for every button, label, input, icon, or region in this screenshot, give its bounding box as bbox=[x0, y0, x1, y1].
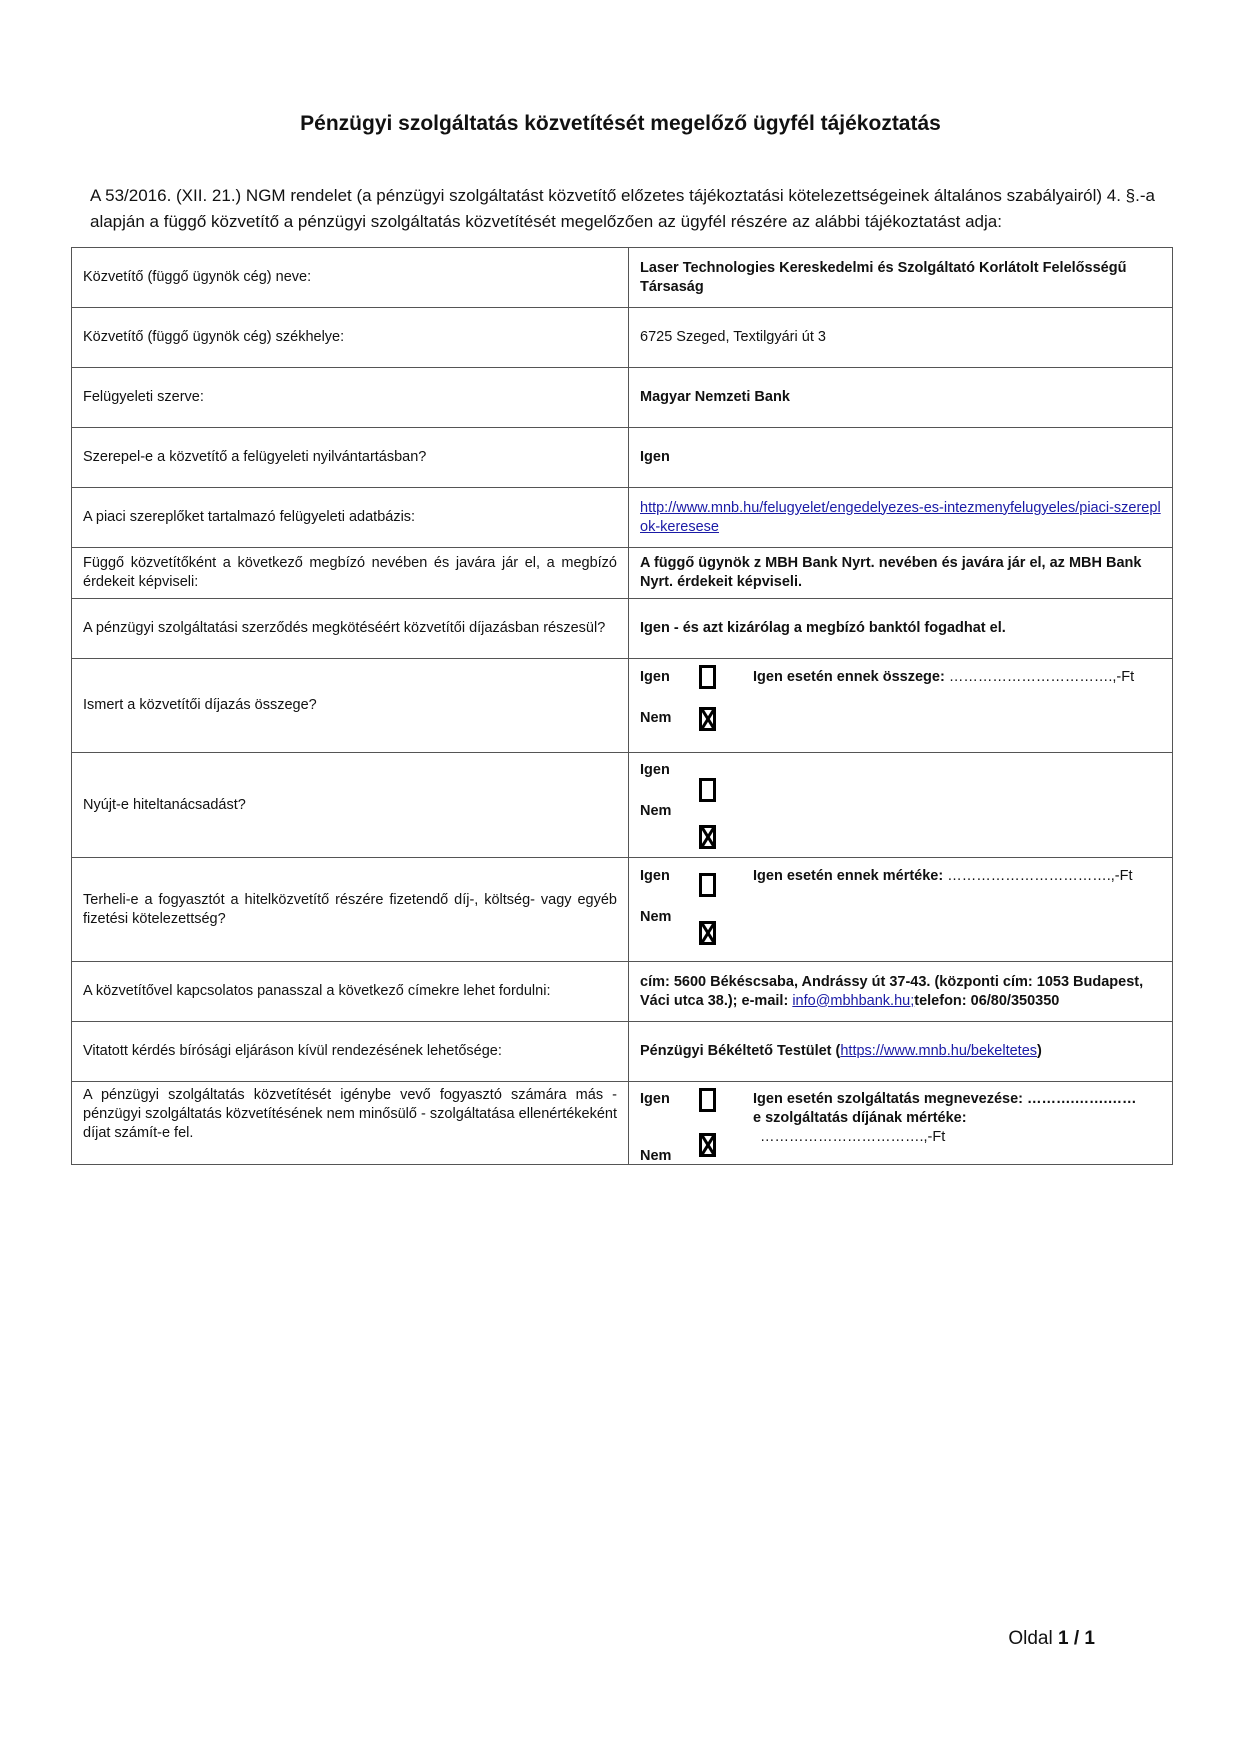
row-question: A közvetítővel kapcsolatos panasszal a következő címekre lehet fordulni: bbox=[72, 962, 629, 1022]
yes-label: Igen bbox=[640, 762, 670, 778]
row-question: Közvetítő (függő ügynök cég) székhelye: bbox=[72, 308, 629, 368]
no-checkbox[interactable] bbox=[699, 825, 716, 849]
complaint-address: cím: 5600 Békéscsaba, Andrássy út 37-43. (központi cím: 1053 Budapest, Váci utca 38.); e-mail: bbox=[640, 973, 1144, 1009]
row-answer: 6725 Szeged, Textilgyári út 3 bbox=[629, 308, 1173, 368]
table-row bbox=[72, 659, 1173, 753]
closing-paren: ) bbox=[1037, 1043, 1042, 1059]
no-checkbox[interactable] bbox=[699, 921, 716, 945]
row-answer bbox=[629, 488, 1173, 548]
row-answer: A függő ügynök z MBH Bank Nyrt. nevében és javára jár el, az MBH Bank Nyrt. érdekeit képviseli. bbox=[629, 548, 1173, 599]
intro-paragraph: A 53/2016. (XII. 21.) NGM rendelet (a pénzügyi szolgáltatást közvetítő előzetes tájékoztatási kötelezettségeinek általános szabályairól) 4. §.-a alapján a függő közvetítő a pénzügyi szolgáltatás közvetítését megelőzően az ügyfél részére az alábbi tájékoztatást adja: bbox=[90, 186, 1155, 231]
complaint-email-link[interactable]: info@mbhbank.hu; bbox=[792, 992, 915, 1009]
arbitration-link[interactable]: https://www.mnb.hu/bekeltetes bbox=[840, 1043, 1038, 1059]
row-question: Terheli-e a fogyasztót a hitelközvetítő részére fizetendő díj-, költség- vagy egyéb fizetési kötelezettség? bbox=[72, 858, 629, 962]
info-table bbox=[71, 247, 1173, 1165]
row-question: Szerepel-e a közvetítő a felügyeleti nyilvántartásban? bbox=[72, 428, 629, 488]
row-answer bbox=[629, 858, 1173, 962]
row-answer bbox=[629, 753, 1173, 858]
table-row bbox=[72, 488, 1173, 548]
complaint-phone: telefon: 06/80/350350 bbox=[914, 992, 1060, 1009]
yes-checkbox[interactable] bbox=[699, 665, 716, 689]
yes-checkbox[interactable] bbox=[699, 778, 716, 802]
table-row bbox=[72, 753, 1173, 858]
row-question: A pénzügyi szolgáltatási szerződés megkötéséért közvetítői díjazásban részesül? bbox=[72, 599, 629, 659]
mnb-database-link[interactable]: http://www.mnb.hu/felugyelet/engedelyezes-es-intezmenyfelugyeles/piaci-szereplok-keresese bbox=[640, 499, 1161, 535]
row-answer bbox=[629, 1082, 1173, 1165]
service-fee-label: e szolgáltatás díjának mértéke: bbox=[753, 1110, 967, 1126]
row-answer: Igen - és azt kizárólag a megbízó banktól fogadhat el. bbox=[629, 599, 1173, 659]
table-row bbox=[72, 1082, 1173, 1165]
no-checkbox[interactable] bbox=[699, 1133, 716, 1157]
row-answer bbox=[629, 1022, 1173, 1082]
row-answer: Magyar Nemzeti Bank bbox=[629, 368, 1173, 428]
yes-checkbox[interactable] bbox=[699, 873, 716, 897]
page-footer bbox=[1008, 1628, 1095, 1650]
no-label: Nem bbox=[640, 1148, 672, 1164]
service-fee-fill: …………………………….,-Ft bbox=[760, 1129, 946, 1145]
row-question: Ismert a közvetítői díjazás összege? bbox=[72, 659, 629, 753]
page-total: 1 bbox=[1084, 1628, 1095, 1649]
fee-label: Igen esetén ennek mértéke: …………………………….,-Ft bbox=[753, 868, 1133, 884]
row-question: Nyújt-e hiteltanácsadást? bbox=[72, 753, 629, 858]
row-question: A pénzügyi szolgáltatás közvetítését igénybe vevő fogyasztó számára más - pénzügyi szolgáltatás közvetítésének nem minősülő - szolgáltatása ellenértékeként díjat számít-e fel. bbox=[72, 1082, 629, 1165]
yes-checkbox[interactable] bbox=[699, 1088, 716, 1112]
table-row bbox=[72, 599, 1173, 659]
yes-label: Igen bbox=[640, 669, 670, 685]
row-answer: Igen bbox=[629, 428, 1173, 488]
row-question: Függő közvetítőként a következő megbízó nevében és javára jár el, a megbízó érdekeit képviseli: bbox=[72, 548, 629, 599]
row-answer bbox=[629, 962, 1173, 1022]
table-row bbox=[72, 368, 1173, 428]
no-label: Nem bbox=[640, 803, 672, 819]
page-label: Oldal bbox=[1008, 1628, 1053, 1649]
page-number: 1 bbox=[1058, 1628, 1069, 1649]
service-name-label: Igen esetén szolgáltatás megnevezése: ……….…….…… bbox=[753, 1091, 1137, 1107]
row-question: Közvetítő (függő ügynök cég) neve: bbox=[72, 248, 629, 308]
row-question: Vitatott kérdés bírósági eljáráson kívül rendezésének lehetősége: bbox=[72, 1022, 629, 1082]
table-row bbox=[72, 248, 1173, 308]
row-answer: Laser Technologies Kereskedelmi és Szolgáltató Korlátolt Felelősségű Társaság bbox=[629, 248, 1173, 308]
amount-label: Igen esetén ennek összege: …………………………….,-Ft bbox=[753, 669, 1135, 685]
table-row bbox=[72, 428, 1173, 488]
no-label: Nem bbox=[640, 710, 672, 726]
table-row bbox=[72, 308, 1173, 368]
row-answer bbox=[629, 659, 1173, 753]
arbitration-body: Pénzügyi Békéltető Testület ( bbox=[640, 1043, 841, 1059]
table-row bbox=[72, 548, 1173, 599]
no-label: Nem bbox=[640, 909, 672, 925]
no-checkbox[interactable] bbox=[699, 707, 716, 731]
page-separator: / bbox=[1073, 1628, 1080, 1649]
yes-label: Igen bbox=[640, 868, 670, 884]
row-question: Felügyeleti szerve: bbox=[72, 368, 629, 428]
table-row bbox=[72, 858, 1173, 962]
row-question: A piaci szereplőket tartalmazó felügyeleti adatbázis: bbox=[72, 488, 629, 548]
table-row bbox=[72, 1022, 1173, 1082]
table-row bbox=[72, 962, 1173, 1022]
yes-label: Igen bbox=[640, 1091, 670, 1107]
page-title: Pénzügyi szolgáltatás közvetítését megelőző ügyfél tájékoztatás bbox=[300, 112, 941, 135]
